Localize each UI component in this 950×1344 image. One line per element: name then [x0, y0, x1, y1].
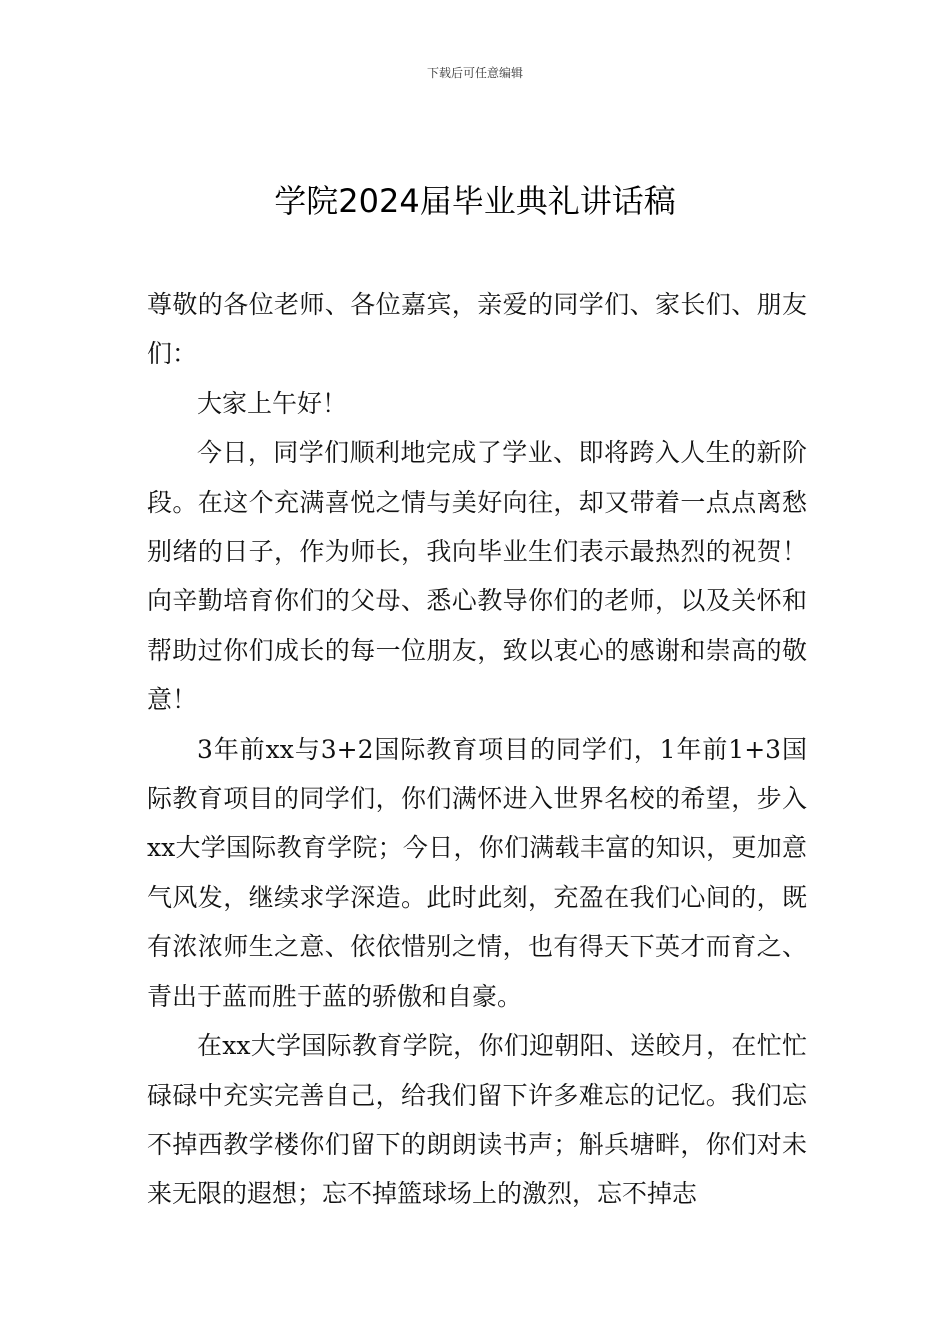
salutation-paragraph: 尊敬的各位老师、各位嘉宾，亲爱的同学们、家长们、朋友们：	[147, 290, 807, 369]
document-title: 学院2024届毕业典礼讲话稿	[274, 182, 676, 220]
body-paragraph: 3年前xx与3+2国际教育项目的同学们，1年前1+3国际教育项目的同学们，你们满怀进入世界名校的希望，步入xx大学国际教育学院；今日，你们满载丰富的知识，更加意气风发，继续求学深造。此时此刻，充盈在我们心间的，既有浓浓师生之意、依依惜别之情，也有得天下英才而育之、青出于蓝而胜于蓝的骄傲和自豪。	[147, 734, 807, 1011]
page-header-note: 下载后可任意编辑	[426, 66, 523, 80]
greeting-paragraph: 大家上午好！	[197, 388, 348, 418]
body-paragraph: 今日，同学们顺利地完成了学业、即将跨入人生的新阶段。在这个充满喜悦之情与美好向往，却又带着一点点离愁别绪的日子，作为师长，我向毕业生们表示最热烈的祝贺！向辛勤培育你们的父母、悉心教导你们的老师，以及关怀和帮助过你们成长的每一位朋友，致以衷心的感谢和崇高的敬意！	[147, 438, 807, 715]
body-paragraph: 在xx大学国际教育学院，你们迎朝阳、送皎月，在忙忙碌碌中充实完善自己，给我们留下许多难忘的记忆。我们忘不掉西教学楼你们留下的朗朗读书声；斛兵塘畔，你们对未来无限的遐想；忘不掉篮球场上的激烈，忘不掉志	[147, 1031, 807, 1209]
document-body	[147, 280, 807, 1219]
